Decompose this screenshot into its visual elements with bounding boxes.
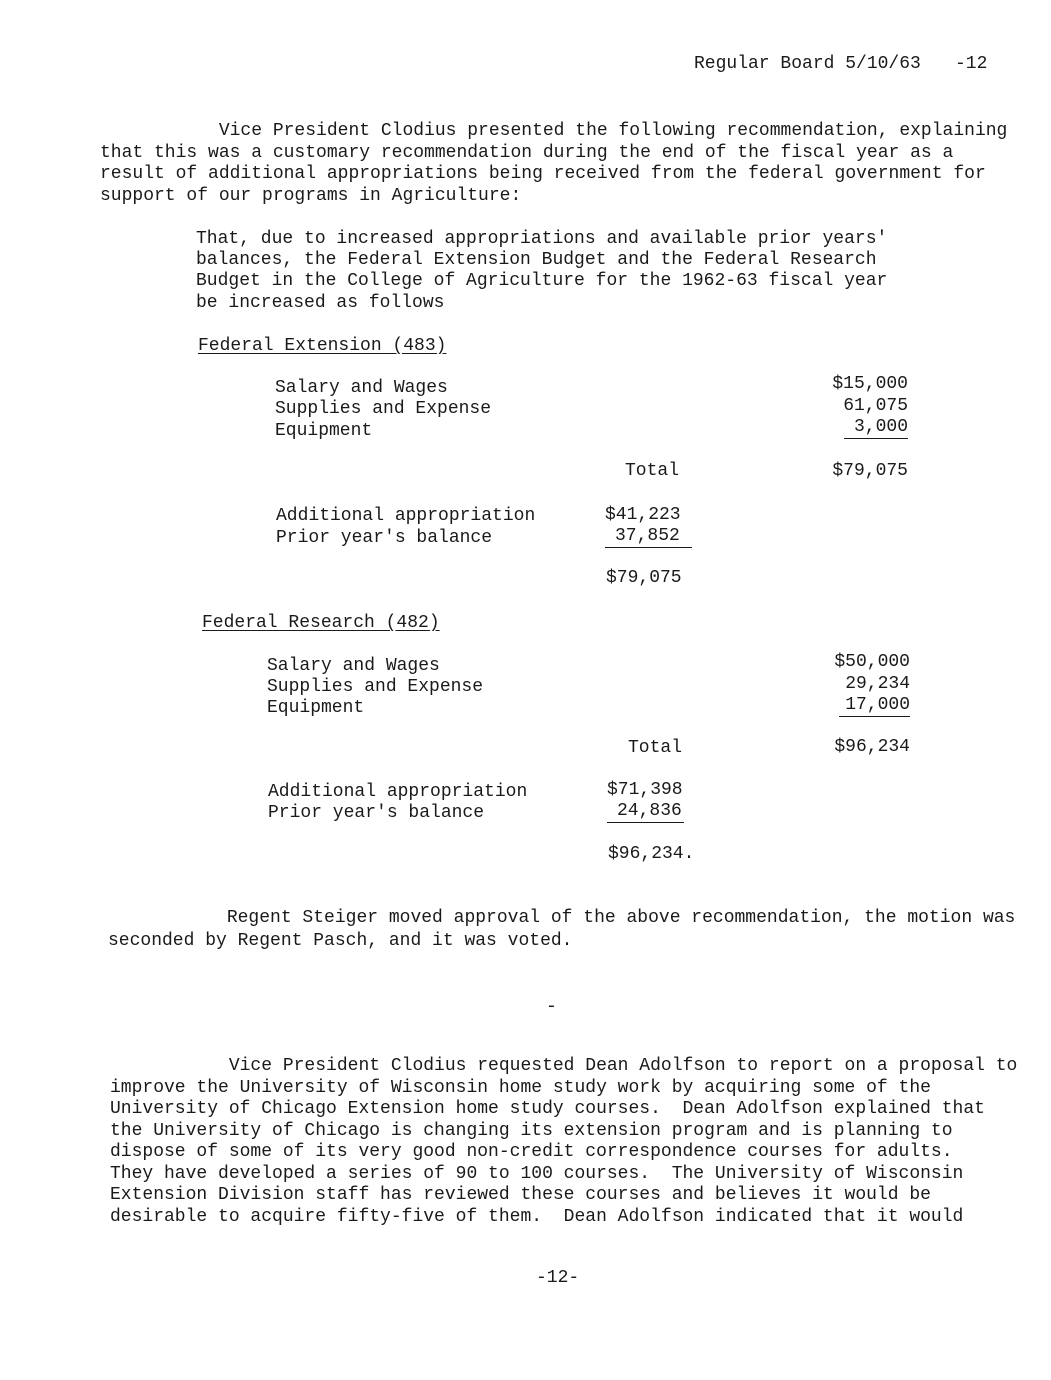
total-label: Total [625, 461, 680, 481]
intro-line: that this was a customary recommendation during the end of the fiscal year as a [100, 143, 954, 163]
sources-total: $79,075 [606, 568, 682, 588]
closing-line: improve the University of Wisconsin home study work by acquiring some of the [110, 1078, 931, 1098]
closing-line: dispose of some of its very good non-credit correspondence courses for adults. [110, 1142, 953, 1162]
closing-line: Vice President Clodius requested Dean Adolfson to report on a proposal to [110, 1056, 1018, 1076]
item-label: Salary and Wages [267, 656, 440, 676]
motion-line: Regent Steiger moved approval of the above recommendation, the motion was [108, 908, 1016, 928]
intro-line: support of our programs in Agriculture: [100, 186, 522, 206]
item-amount: 29,234 [845, 674, 910, 694]
closing-line: Extension Division staff has reviewed these courses and believes it would be [110, 1185, 931, 1205]
item-amount [782, 695, 910, 716]
source-amount-text: 24,836 [607, 801, 684, 823]
federal-extension-heading: Federal Extension (483) [198, 336, 447, 356]
intro-line: Vice President Clodius presented the following recommendation, explaining [100, 121, 1008, 141]
item-amount: $50,000 [834, 652, 910, 672]
federal-research-heading: Federal Research (482) [202, 613, 440, 633]
intro-line: result of additional appropriations being received from the federal government for [100, 164, 986, 184]
source-label: Prior year's balance [276, 528, 493, 548]
motion-line: seconded by Regent Pasch, and it was voted. [108, 931, 573, 951]
source-amount-text: 37,852 [605, 526, 692, 548]
closing-line: the University of Chicago is changing its extension program and is planning to [110, 1121, 953, 1141]
closing-line: desirable to acquire fifty-five of them. Dean Adolfson indicated that it would [110, 1207, 964, 1227]
recommendation-line: That, due to increased appropriations and available prior years' [196, 229, 888, 249]
item-amount: $15,000 [832, 374, 908, 394]
header-page-ref: -12 [955, 54, 988, 74]
recommendation-line: balances, the Federal Extension Budget and the Federal Research [196, 250, 877, 270]
source-label: Prior year's balance [268, 803, 485, 823]
closing-line: University of Chicago Extension home study courses. Dean Adolfson explained that [110, 1099, 985, 1119]
item-label: Equipment [275, 421, 373, 441]
item-amount: 61,075 [843, 396, 908, 416]
source-amount [607, 801, 684, 822]
item-amount [780, 417, 908, 438]
item-amount-text: 3,000 [844, 417, 908, 439]
source-label: Additional appropriation [268, 782, 528, 802]
item-label: Salary and Wages [275, 378, 448, 398]
item-label: Supplies and Expense [267, 677, 484, 697]
recommendation-line: be increased as follows [196, 293, 445, 313]
sources-total: $96,234. [608, 844, 695, 864]
source-amount: $71,398 [607, 780, 683, 800]
source-amount [605, 526, 692, 547]
recommendation-line: Budget in the College of Agriculture for the 1962-63 fiscal year [196, 271, 888, 291]
footer-page-number: -12- [536, 1268, 580, 1288]
closing-line: They have developed a series of 90 to 100 courses. The University of Wisconsin [110, 1164, 964, 1184]
source-label: Additional appropriation [276, 506, 536, 526]
total-label: Total [628, 738, 683, 758]
total-amount: $96,234 [834, 737, 910, 757]
item-amount-text: 17,000 [839, 695, 910, 717]
source-amount: $41,223 [605, 505, 681, 525]
header-label: Regular Board 5/10/63 [694, 54, 921, 74]
item-label: Supplies and Expense [275, 399, 492, 419]
section-separator: - [546, 997, 557, 1017]
item-label: Equipment [267, 698, 365, 718]
total-amount: $79,075 [832, 461, 908, 481]
